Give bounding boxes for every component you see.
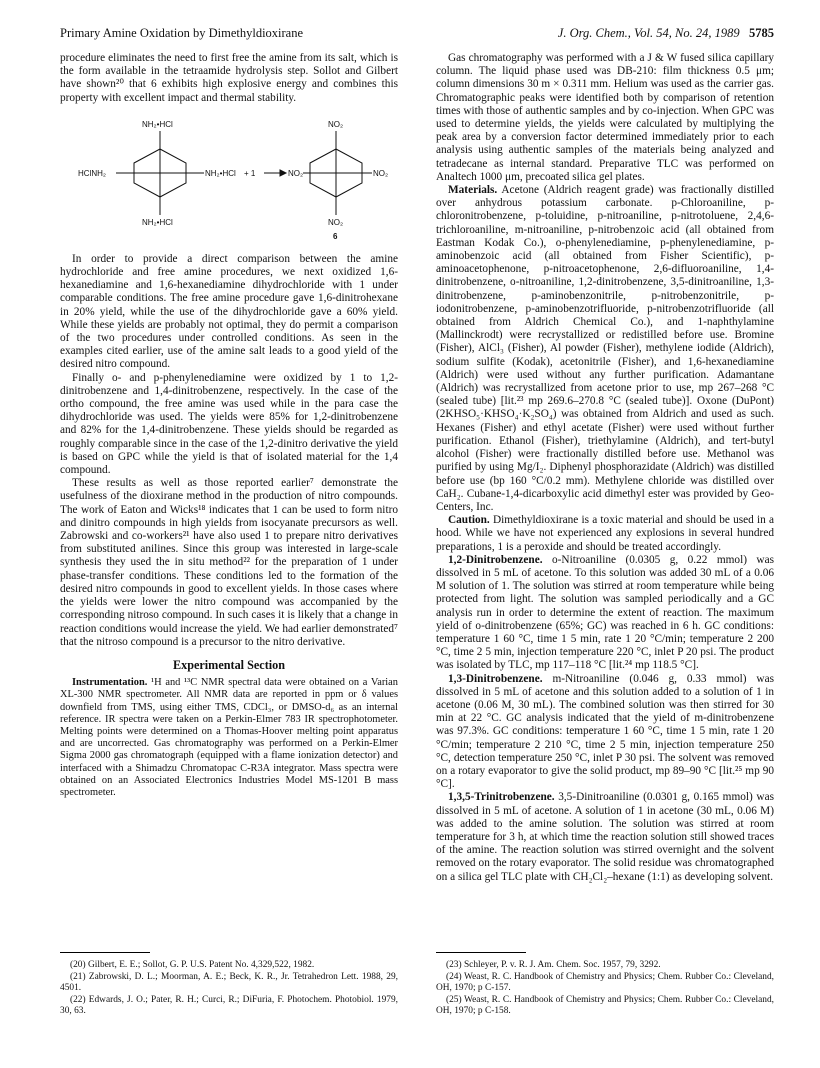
footnote: (23) Schleyer, P. v. R. J. Am. Chem. Soc. 1957, 79, 3292. <box>446 960 661 970</box>
paragraph: procedure eliminates the need to first free the amine from its salt, which is the form available in the tetraamide hydrolysis step. Sollot and Gilbert have shown²⁰ that 6 exhibits high explosive energy and combines this property with excellent impact and thermal stability. <box>60 52 398 104</box>
product-top-label: NO₂ <box>328 119 344 129</box>
runin-heading: 1,2-Dinitrobenzene. <box>448 553 543 566</box>
runin-heading: Materials. <box>448 184 498 197</box>
page-number: 5785 <box>749 26 774 40</box>
product-number: 6 <box>333 231 338 241</box>
runin-heading: 1,3,5-Trinitrobenzene. <box>448 791 555 804</box>
plus-reagent: + 1 <box>244 168 256 178</box>
product-bottom-label: NO₂ <box>328 217 344 227</box>
reaction-scheme <box>60 111 398 243</box>
footnote: (24) Weast, R. C. Handbook of Chemistry and Physics; Chem. Rubber Co.: Cleveland, OH, 1970; p C-157. <box>436 972 774 993</box>
journal-name: J. Org. Chem., Vol. 54, No. 24, 1989 <box>557 26 740 40</box>
paragraph-body: Dimethyldioxirane is a toxic material and should be used in a hood. While we have not experienced any explosions in several hundred preparations, 1 is a peroxide and should be treated accordingly. <box>436 514 774 553</box>
journal-citation <box>558 26 774 41</box>
paragraph: Gas chromatography was performed with a J & W fused silica capillary column. The liquid phase used was DB-210: film thickness 0.5 μm; column dimensions 30 m × 0.311 mm. Helium was used as the carrier gas. Chromatographic peaks were identified both by comparison of retention times with those of authentic samples and by co-injection. When GPC was used to determine yields, the yields were calculated by multiplying the peak area by a conversion factor determined immediately prior to each analysis using authentic samples of the materials being analyzed and tetradecane as internal standard. Preparative TLC was performed on Analtech 1000 μm, precoated silica gel plates. <box>436 52 774 183</box>
paragraph <box>436 514 774 554</box>
paragraph-body: o-Nitroaniline (0.0305 g, 0.22 mmol) was dissolved in 5 mL of acetone. To this solution was added 30 mL of a 0.06 M solution of 1. The solution was stirred at room temperature while being protected from light. The solution was sampled periodically and a GC analysis run in order to determine the extent of reaction. The maximum yield of o-dinitrobenzene (65%; GC) was reached in 6 h. GC conditions: temperature 1 60 °C, time 1 5 min, rate 1 20 °C/min; temperature 2 200 °C, time 2 5 min, injection temperature 220 °C, inlet P 20 psi. The product was isolated by TLC, mp 117–118 °C [lit.²⁴ mp 118.5 °C]. <box>436 553 774 672</box>
right-column <box>436 52 774 884</box>
scheme-drawing <box>60 111 398 243</box>
footnote: (21) Zabrowski, D. L.; Moorman, A. E.; Beck, K. R., Jr. Tetrahedron Lett. 1988, 29, 4501. <box>60 972 398 993</box>
paragraph <box>436 554 774 673</box>
section-heading: Experimental Section <box>172 657 286 672</box>
footnote-rule <box>60 952 150 953</box>
paragraph-body: ¹H and ¹³C NMR spectral data were obtained on a Varian XL-300 NMR spectrometer. All NMR data are reported in ppm or δ values downfield from TMS, using either TMS, CDCl₃, or DMSO-d₆ as an internal reference. IR spectra were taken on a Perkin-Elmer 783 IR spectrophotometer. Melting points were determined on a Thomas-Hoover melting point apparatus and are uncorrected. Gas chromatography was performed on a Perkin-Elmer Sigma 2000 gas chromatograph (equipped with a flame ionization detector) and interfaced with a Shimadzu Chromatopac C-R3A integrator. Mass spectra were obtained on an Associated Electronics Industries Model MS-1201 B mass spectrometer. <box>60 677 398 798</box>
left-column <box>60 52 398 799</box>
paragraph-body: m-Nitroaniline (0.046 g, 0.33 mmol) was dissolved in 5 mL of acetone and this solution added to a solution of 1 in acetone (0.06 M, 30 mL). The combined solution was then stirred for 30 min at 22 °C. GC analysis indicated that the yield of m-dinitrobenzene was 97.3%. GC conditions: temperature 1 60 °C, time 1 5 min, rate 1 20 °C/min; temperature 2 210 °C, time 2 5 min, injection temperature 250 °C, detection temperature 250 °C, inlet P 30 psi. The solvent was removed on a rotary evaporator to give the solid product, mp 89–90 °C [lit.²⁵ mp 90 °C]. <box>436 672 775 791</box>
reactant-left-label: HClNH₂ <box>78 168 106 178</box>
paragraph: Finally o- and p-phenylenediamine were oxidized by 1 to 1,2-dinitrobenzene and 1,4-dinitrobenzene, respectively. In the case of the ortho compound, the free amine was used while in the para case the dihydrochloride was used. The yields were 85% for 1,2-dinitrobenzene and 82% for the 1,4-dinitrobenzene. These yields should be regarded as roughly comparable since in the case of the 1,2-dinitro derivative the yield is based on GPC while the yield is that of isolated material for the 1,4 compound. <box>60 371 398 477</box>
running-title: Primary Amine Oxidation by Dimethyldioxirane <box>60 26 304 40</box>
runin-heading: Instrumentation. <box>72 677 148 689</box>
paragraph: These results as well as those reported earlier⁷ demonstrate the usefulness of the dioxirane method in the production of nitro compounds. The work of Eaton and Wicks¹⁸ indicates that 1 can be used to form nitro and dinitro compounds in high yields from isocyanate precursors as well. Zabrowski and co-workers²¹ have also used 1 to prepare nitro derivatives from substituted anilines. Since this group was interested in large-scale synthesis they used the in situ method²² for the preparation of 1 under phase-transfer conditions. These conditions led to the formation of the desired nitro compounds in good to excellent yields. In those cases where the yields were lower the nitro compound was accompanied by the corresponding nitroso compound. In such cases it is likely that a change in reaction conditions would increase the yield. We had earlier demonstrated⁷ that the nitroso compound is a precursor to the nitro derivative. <box>60 477 398 648</box>
paragraph <box>436 184 774 514</box>
paragraph <box>436 791 774 883</box>
footnote: (20) Gilbert, E. E.; Sollot, G. P. U.S. Patent No. 4,329,522, 1982. <box>70 960 315 970</box>
footnotes-right <box>436 960 774 1018</box>
running-header <box>60 26 774 42</box>
reactant-top-label: NH₂•HCl <box>142 119 173 129</box>
paragraph-body: 3,5-Dinitroaniline (0.0301 g, 0.165 mmol) was dissolved in 5 mL of acetone. A solution of 1 in acetone (30 mL, 0.06 M) was added to the amine solution. The solution was stirred at room temperature for 3 h, at which time the reaction solution still showed traces of the amine. The reaction solution was stirred overnight and the solvent removed on the rotary evaporator. The solid residue was chromatographed on a silica gel TLC plate with CH₂Cl₂–hexane (1:1) as developing solvent. <box>436 791 774 883</box>
runin-heading: 1,3-Dinitrobenzene. <box>448 672 543 685</box>
footnotes-left <box>60 960 398 1018</box>
product-right-label: NO₂ <box>373 168 389 178</box>
paragraph <box>436 673 774 792</box>
runin-heading: Caution. <box>448 514 490 527</box>
product-left-label: NO₂ <box>288 168 304 178</box>
reactant-right-label: NH₂•HCl <box>205 168 236 178</box>
footnote: (25) Weast, R. C. Handbook of Chemistry and Physics; Chem. Rubber Co.: Cleveland, OH, 1970; p C-158. <box>436 995 774 1016</box>
footnote-rule <box>436 952 526 953</box>
footnote: (22) Edwards, J. O.; Pater, R. H.; Curci, R.; DiFuria, F. Photochem. Photobiol. 1979, 30, 63. <box>60 995 398 1016</box>
reactant-bottom-label: NH₂•HCl <box>142 217 173 227</box>
paragraph-body: Acetone (Aldrich reagent grade) was fractionally distilled over anhydrous potassium carbonate. p-Chloroaniline, p-chloronitrobenzene, p-toluidine, p-nitroaniline, p-nitrotoluene, 2,4,6-trichloroaniline, m-nitroaniline, p-nitrobenzoic acid (all obtained from Eastman Kodak Co.), o-phenylenediamine, p-phenylenediamine, p-aminobenzoic acid (all obtained from Fisher Scientific), p-aminoacetophenone, p-nitroacetophenone, 2,6-difluoroaniline, 1,4-dinitrobenzene, o-nitroaniline, 1,2-dinitrobenzene, 3,5-dinitroaniline, 1,3-dinitrobenzene, p-aminobenzonitrile, p-nitrobenzonitrile, p-iodonitrobenzene, p-aminobenzotrifluoride, p-nitrobenzotrifluoride (all obtained from Aldrich Chemical Co.), and 1-naphthylamine (Mallinckrodt) were recrystallized or redistilled before use. Bromine (Fisher), AlCl₃ (Fisher), Al powder (Fisher), methylene iodide (Aldrich), sodium sulfite (Kodak), acetonitrile (Fisher), and 1,6-hexanediamine (Aldrich) were used without any further purification. Adamantane (Aldrich) was recrystallized from acetone prior to use, mp 267–268 °C (sealed tube) [lit.²³ mp 269.6–270.8 °C (sealed tube)]. Oxone (DuPont) (2KHSO₅·KHSO₄·K₂SO₄) was obtained from Aldrich and used as such. Hexanes (Fisher) and ethyl acetate (Fisher) were used without further purification. Ethanol (Fisher), triethylamine (Aldrich), and tert-butyl alcohol (Fisher) were fractionally distilled before use. Methanol was purified by using Mg/I₂. Diphenyl phosphorazidate (Aldrich) was distilled before use (bp 160 °C/0.2 mm). Methylene chloride was distilled over CaH₂. Cubane-1,4-dicarboxylic acid dimethyl ester was provided by Geo-Centers, Inc. <box>436 184 774 513</box>
paragraph: In order to provide a direct comparison between the amine hydrochloride and free amine procedures, we next oxidized 1,6-hexanediamine and 1,6-hexanediamine dihydrochloride with 1 under comparable conditions. The free amine procedure gave 1,6-dinitrohexane in 20% yield, while the use of the dihydrochloride gave a 60% yield. While these yields are probably not optimal, they do permit a comparison of the two procedures under controlled conditions. As seen in the examples cited earlier, use of the amine salt leads to a good yield of the desired nitro compound. <box>60 252 398 371</box>
paragraph <box>60 677 398 799</box>
